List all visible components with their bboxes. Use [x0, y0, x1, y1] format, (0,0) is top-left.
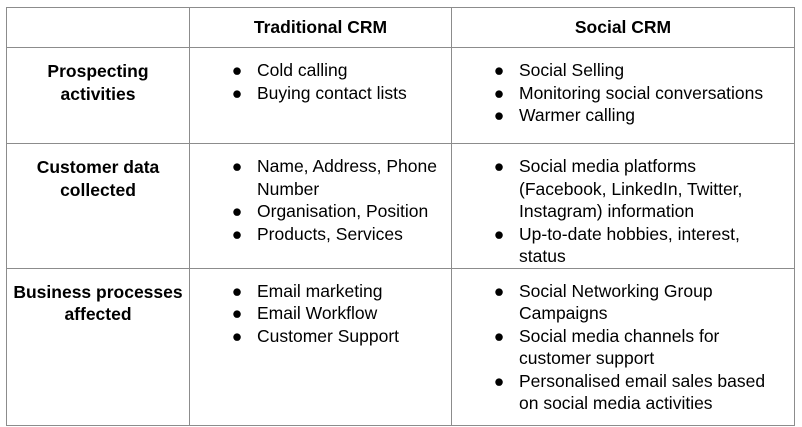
comparison-table [6, 7, 795, 426]
list-item: ● Organisation, Position [231, 201, 429, 221]
row-label-prospecting: Prospecting activities [7, 48, 190, 144]
table-row [7, 144, 795, 269]
traditional-cell [190, 144, 452, 269]
social-cell [452, 144, 795, 269]
list-item: ● Buying contact lists [231, 82, 407, 103]
list-item: ● Warmer calling [493, 105, 636, 125]
list-item: ● Customer Support [231, 325, 400, 346]
bullet-icon: ● [231, 156, 243, 176]
bullet-icon: ● [493, 60, 505, 80]
bullet-icon: ● [493, 105, 505, 125]
bullet-icon: ● [231, 325, 243, 346]
bullet-icon: ● [231, 82, 243, 103]
list-item: ● Up-to-date hobbies, interest, status [493, 223, 740, 266]
bullet-icon: ● [493, 223, 505, 244]
bullet-icon: ● [493, 370, 505, 391]
bullet-icon: ● [493, 156, 505, 176]
row-label-customer-data: Customer data collected [7, 144, 190, 269]
header-row [7, 8, 795, 48]
traditional-cell [190, 48, 452, 144]
bullet-icon: ● [231, 60, 243, 80]
bullet-icon: ● [231, 280, 243, 301]
list-item: ● Personalised email sales based on social media activities [493, 370, 766, 413]
bullet-icon: ● [493, 325, 505, 346]
list-item: ● Products, Services [231, 223, 403, 244]
list-item: ● Cold calling [231, 60, 348, 80]
list-item: ● Social Selling [493, 60, 625, 80]
list-item: ● Email marketing [231, 280, 383, 301]
bullet-icon: ● [231, 223, 243, 244]
list-item: ● Email Workflow [231, 303, 378, 323]
traditional-cell [190, 268, 452, 425]
header-traditional-crm: Traditional CRM [190, 8, 452, 48]
bullet-icon: ● [231, 201, 243, 221]
table-row [7, 268, 795, 425]
header-social-crm: Social CRM [452, 8, 795, 48]
list-item: ● Name, Address, Phone Number [231, 156, 437, 199]
social-cell [452, 268, 795, 425]
list-item: ● Social Networking Group Campaigns [493, 280, 713, 323]
list-item: ● Social media channels for customer support [493, 325, 720, 368]
header-empty-cell [7, 8, 190, 48]
table-row [7, 48, 795, 144]
bullet-icon: ● [231, 303, 243, 323]
bullet-icon: ● [493, 82, 505, 103]
list-item: ● Monitoring social conversations [493, 82, 764, 103]
list-item: ● Social media platforms (Facebook, LinkedIn, Twitter, Instagram) information [493, 156, 743, 221]
row-label-business-processes: Business processes affected [7, 268, 190, 425]
bullet-icon: ● [493, 280, 505, 301]
social-cell [452, 48, 795, 144]
